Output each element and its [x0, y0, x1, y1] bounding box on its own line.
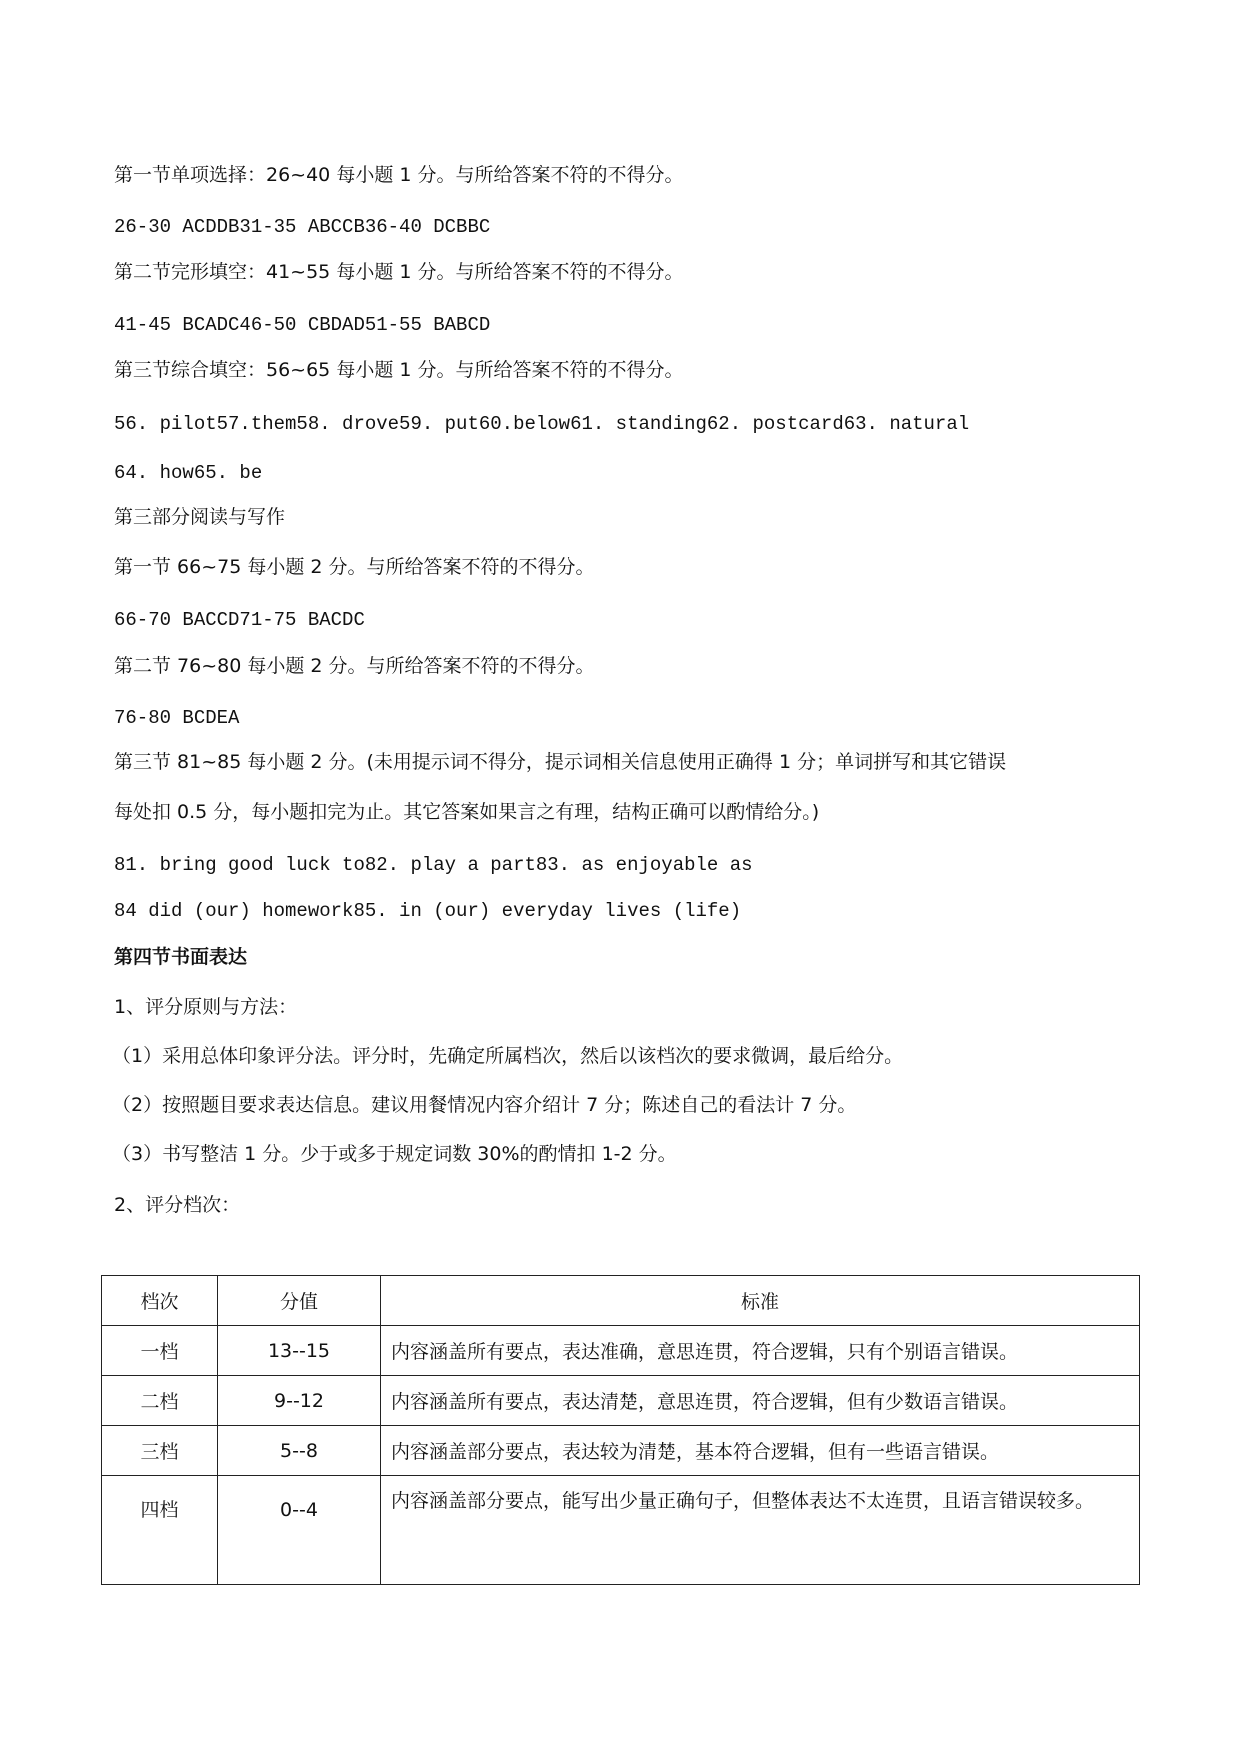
standard-cell: 内容涵盖所有要点，表达准确，意思连贯，符合逻辑，只有个别语言错误。	[381, 1326, 1140, 1376]
reading-section1-answers: 66-70 BACCD71-75 BACDC	[114, 609, 365, 631]
header-score: 分值	[218, 1276, 381, 1326]
grading-principle-1: （1）采用总体印象评分法。评分时，先确定所属档次，然后以该档次的要求微调，最后给分。	[112, 1045, 904, 1067]
table-row	[102, 1326, 1140, 1376]
reading-section2-answers: 76-80 BCDEA	[114, 707, 240, 729]
section3-answers-1: 56. pilot57.them58. drove59. put60.below61. standing62. postcard63. natural	[114, 413, 970, 435]
level-cell: 三档	[102, 1426, 218, 1476]
reading-section2-heading: 第二节 76~80 每小题 2 分。与所给答案不符的不得分。	[114, 655, 595, 677]
reading-section3-answers-1: 81. bring good luck to82. play a part83. as enjoyable as	[114, 854, 753, 876]
header-level: 档次	[102, 1276, 218, 1326]
level-cell: 一档	[102, 1326, 218, 1376]
grading-principle-2: （2）按照题目要求表达信息。建议用餐情况内容介绍计 7 分；陈述自己的看法计 7 分。	[112, 1094, 857, 1116]
standard-cell: 内容涵盖部分要点，表达较为清楚，基本符合逻辑，但有一些语言错误。	[381, 1426, 1140, 1476]
section2-answers: 41-45 BCADC46-50 CBDAD51-55 BABCD	[114, 314, 491, 336]
grading-table	[101, 1275, 1140, 1585]
reading-section1-heading: 第一节 66~75 每小题 2 分。与所给答案不符的不得分。	[114, 556, 595, 578]
standard-cell: 内容涵盖所有要点，表达清楚，意思连贯，符合逻辑，但有少数语言错误。	[381, 1376, 1140, 1426]
section3-answers-2: 64. how65. be	[114, 462, 263, 484]
header-standard: 标准	[381, 1276, 1140, 1326]
level-cell: 四档	[102, 1476, 218, 1585]
part3-heading: 第三部分阅读与写作	[114, 506, 286, 528]
table-row	[102, 1426, 1140, 1476]
table-row	[102, 1376, 1140, 1426]
grading-principle-3: （3）书写整洁 1 分。少于或多于规定词数 30%的酌情扣 1-2 分。	[112, 1143, 677, 1165]
section2-heading: 第二节完形填空：41~55 每小题 1 分。与所给答案不符的不得分。	[114, 261, 684, 283]
section3-heading: 第三节综合填空：56~65 每小题 1 分。与所给答案不符的不得分。	[114, 359, 684, 381]
grading-levels-heading: 2、评分档次：	[114, 1194, 241, 1216]
standard-cell: 内容涵盖部分要点，能写出少量正确句子，但整体表达不太连贯，且语言错误较多。	[381, 1476, 1140, 1585]
score-cell: 5--8	[218, 1426, 381, 1476]
level-cell: 二档	[102, 1376, 218, 1426]
score-cell: 0--4	[218, 1476, 381, 1585]
score-cell: 13--15	[218, 1326, 381, 1376]
grading-principles-heading: 1、评分原则与方法：	[114, 996, 298, 1018]
section1-answers: 26-30 ACDDB31-35 ABCCB36-40 DCBBC	[114, 216, 491, 238]
writing-section-heading: 第四节书面表达	[114, 946, 248, 968]
table-header-row	[102, 1276, 1140, 1326]
reading-section3-answers-2: 84 did (our) homework85. in (our) everyday lives (life)	[114, 900, 742, 922]
score-cell: 9--12	[218, 1376, 381, 1426]
table-row	[102, 1476, 1140, 1585]
reading-section3-heading: 第三节 81~85 每小题 2 分。(未用提示词不得分，提示词相关信息使用正确得 1 分；单词拼写和其它错误	[114, 751, 1007, 773]
reading-section3-rules: 每处扣 0.5 分，每小题扣完为止。其它答案如果言之有理，结构正确可以酌情给分。)	[114, 801, 820, 823]
section1-heading: 第一节单项选择：26~40 每小题 1 分。与所给答案不符的不得分。	[114, 164, 684, 186]
